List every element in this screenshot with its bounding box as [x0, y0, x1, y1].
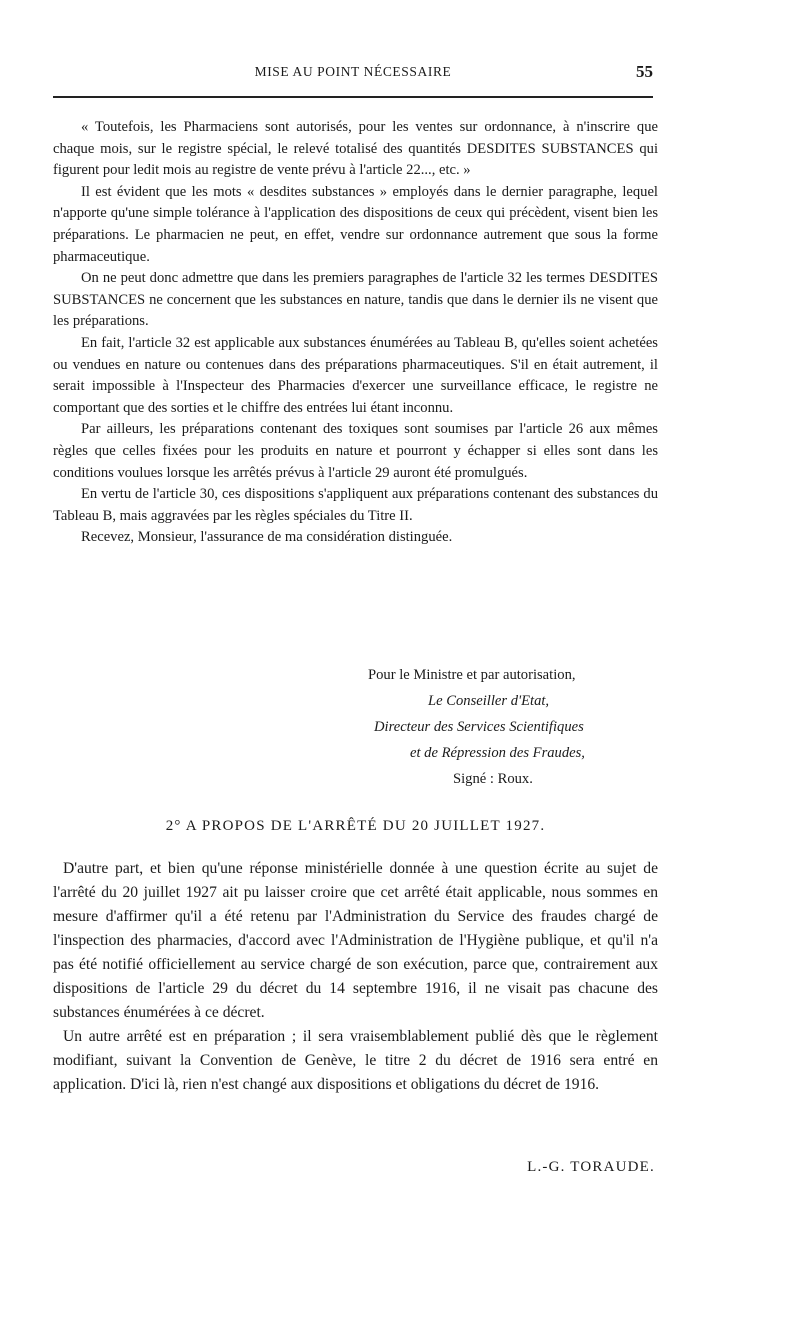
paragraph: Il est évident que les mots « desdites substances » employés dans le dernier paragraphe, lequel n'apporte qu'une simple tolérance à l'application des dispositions de ceux qui précèdent, visent bien les préparations. Le pharmacien ne peut, en effet, vendre sur ordonnance autrement que sous la forme pharmaceutique.: [53, 183, 658, 265]
running-title: MISE AU POINT NÉCESSAIRE: [254, 64, 452, 79]
paragraph: Un autre arrêté est en préparation ; il sera vraisemblablement publié dès que le règlement modifiant, suivant la Convention de Genève, le titre 2 du décret de 1916 sera entré en application. D'ici là, rien n'est changé aux dispositions et obligations du décret de 1916.: [53, 1028, 658, 1093]
signature-block: [340, 662, 658, 792]
section-heading: 2° A PROPOS DE L'ARRÊTÉ DU 20 JUILLET 1927.: [165, 818, 546, 834]
section-body: [53, 857, 658, 1097]
signature-signed: Signé : Roux.: [453, 771, 533, 787]
signature-line: Pour le Ministre et par autorisation,: [368, 667, 576, 683]
paragraph: En fait, l'article 32 est applicable aux substances énumérées au Tableau B, qu'elles soient achetées ou vendues en nature ou contenues dans des préparations pharmaceutiques. S'il en était autrement, il serait impossible à l'Inspecteur des Pharmacies d'exercer une surveillance efficace, le registre ne comportant que des sorties et le chiffre des entrées lui étant inconnu.: [53, 334, 658, 416]
signature-line: et de Répression des Fraudes,: [410, 745, 585, 761]
letter-body: [53, 117, 658, 549]
paragraph-quotation: « Toutefois, les Pharmaciens sont autorisés, pour les ventes sur ordonnance, à n'inscrire que chaque mois, sur le registre spécial, le relevé totalisé des quantités DESDITES SUBSTANCES qui figurent pour ledit mois au registre de vente prévu à l'article 22..., etc. »: [53, 119, 658, 179]
paragraph: D'autre part, et bien qu'une réponse ministérielle donnée à une question écrite au sujet de l'arrêté du 20 juillet 1927 ait pu laisser croire que cet arrêté était applicable, nous sommes en mesure d'affirmer qu'il a été retenu par l'Administration du Service des fraudes chargé de l'inspection des pharmacies, d'accord avec l'Administration de l'Hygiène publique, et qu'il n'a pas été notifié officiellement au service chargé de son exécution, parce que, contrairement aux dispositions de l'article 29 du décret du 14 septembre 1916, il ne visait pas chacune des substances énumérées à ce décret.: [53, 860, 658, 1021]
closing-formula: Recevez, Monsieur, l'assurance de ma considération distinguée.: [81, 529, 453, 546]
paragraph: Par ailleurs, les préparations contenant des toxiques sont soumises par l'article 26 aux mêmes règles que celles fixées pour les produits en nature et pourront y échapper si elles sont dans les conditions voulues lorsque les arrêtés prévus à l'article 29 auront été promulgués.: [53, 421, 658, 481]
page-number: 55: [636, 62, 653, 81]
page-header: [53, 62, 653, 84]
paragraph: On ne peut donc admettre que dans les premiers paragraphes de l'article 32 les termes DESDITES SUBSTANCES ne concernent que les substances en nature, tandis que dans le dernier ils ne visent que les préparations.: [53, 270, 658, 330]
header-rule: [53, 96, 653, 98]
author-signature: L.-G. TORAUDE.: [527, 1159, 655, 1175]
paragraph: En vertu de l'article 30, ces dispositions s'appliquent aux préparations contenant des substances du Tableau B, mais aggravées par les règles spéciales du Titre II.: [53, 486, 658, 524]
signature-line: Le Conseiller d'Etat,: [428, 693, 550, 709]
signature-line: Directeur des Services Scientifiques: [374, 719, 584, 735]
